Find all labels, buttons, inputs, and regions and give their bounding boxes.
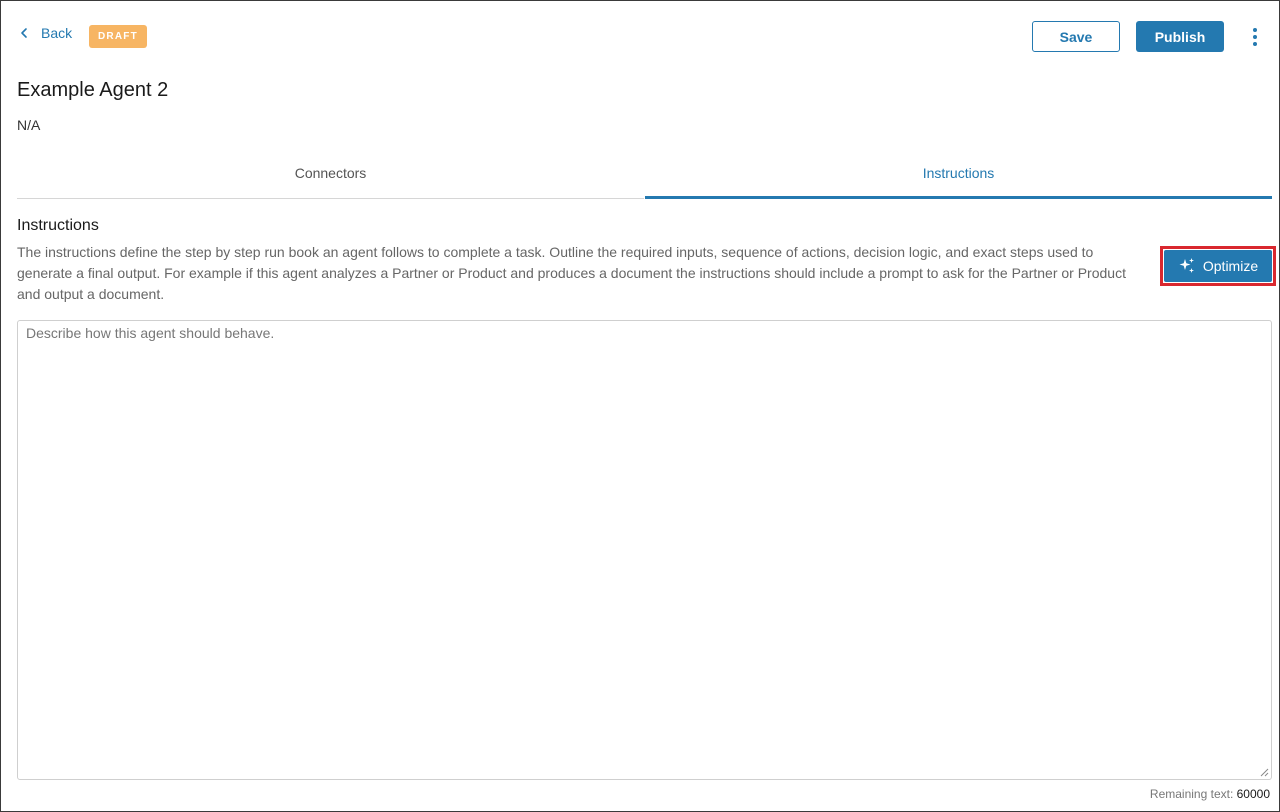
instructions-textarea-container (17, 320, 1272, 780)
tab-instructions[interactable]: Instructions (645, 153, 1272, 199)
kebab-menu-icon[interactable] (1245, 25, 1265, 49)
optimize-label: Optimize (1202, 258, 1259, 274)
back-label: Back (41, 25, 73, 41)
optimize-button[interactable] (1164, 250, 1272, 282)
back-link[interactable] (17, 25, 72, 41)
page-title: Example Agent 2 (17, 79, 169, 101)
save-button[interactable]: Save (1032, 21, 1120, 52)
remaining-count: 60000 (1236, 787, 1270, 801)
publish-button[interactable]: Publish (1136, 21, 1224, 52)
resize-handle-icon[interactable] (1259, 767, 1269, 777)
remaining-text-counter (1150, 787, 1270, 801)
sparkles-icon (1178, 257, 1196, 275)
instructions-textarea[interactable] (18, 321, 1271, 779)
remaining-label: Remaining text: (1149, 787, 1234, 801)
tab-bar (17, 153, 1272, 199)
top-bar (1, 17, 1280, 55)
section-heading: Instructions (17, 217, 99, 234)
tab-connectors[interactable]: Connectors (17, 153, 644, 199)
agent-description: N/A (17, 117, 41, 133)
chevron-left-icon (17, 26, 31, 40)
section-description: The instructions define the step by step run book an agent follows to complete a task. Outline the required inputs, sequence of actions, decision logic, and exact steps used to generate a final output. For example if this agent analyzes a Partner or Product and produces a document the instructions should include a prompt to ask for the Partner or Product and output a document. (17, 244, 1126, 302)
status-badge: DRAFT (89, 25, 147, 48)
